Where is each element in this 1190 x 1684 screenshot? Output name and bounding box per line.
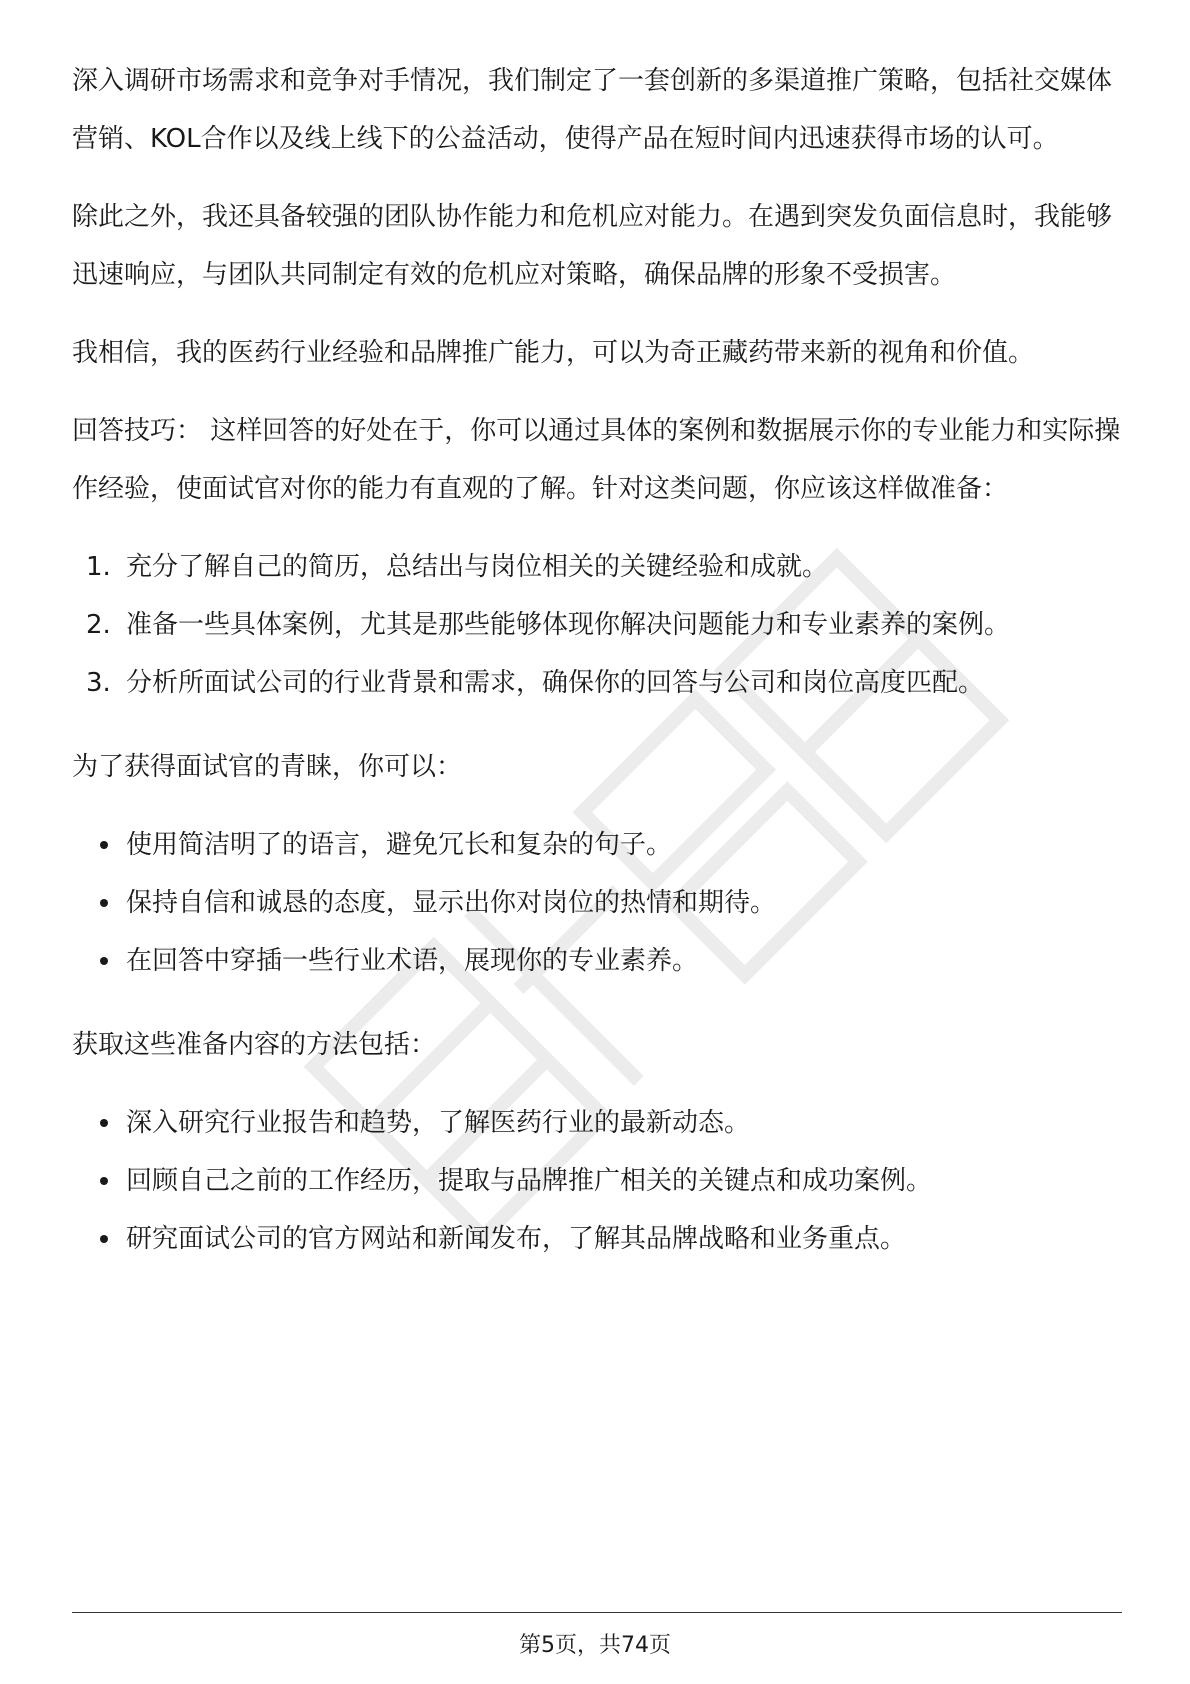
list-number: 1. [86, 552, 111, 582]
list-item-text: 研究面试公司的官方网站和新闻发布，了解其品牌战略和业务重点。 [126, 1224, 907, 1254]
section-intro-favor: 为了获得面试官的青睐，你可以： [72, 752, 463, 782]
bullet-icon [100, 1119, 108, 1127]
footer-divider [72, 1612, 1122, 1613]
bullet-icon [100, 1177, 108, 1185]
list-item [72, 816, 1122, 874]
bullet-icon [100, 1235, 108, 1243]
list-item [72, 1210, 1122, 1268]
list-item-text: 回顾自己之前的工作经历，提取与品牌推广相关的关键点和成功案例。 [126, 1166, 933, 1196]
document-body [72, 52, 1122, 1294]
list-number: 2. [86, 610, 111, 640]
list-item-text: 使用简洁明了的语言，避免冗长和复杂的句子。 [126, 830, 673, 860]
list-item [72, 538, 1122, 596]
list-item [72, 874, 1122, 932]
paragraph-answer-tips: 回答技巧： 这样回答的好处在于，你可以通过具体的案例和数据展示你的专业能力和实际操作经验，使面试官对你的能力有直观的了解。针对这类问题，你应该这样做准备： [72, 416, 1121, 504]
paragraph-strategy: 深入调研市场需求和竞争对手情况，我们制定了一套创新的多渠道推广策略，包括社交媒体营销、KOL合作以及线上线下的公益活动，使得产品在短时间内迅速获得市场的认可。 [72, 66, 1113, 154]
list-item-text: 在回答中穿插一些行业术语，展现你的专业素养。 [126, 946, 699, 976]
section-intro-methods: 获取这些准备内容的方法包括： [72, 1030, 437, 1060]
list-item-text: 充分了解自己的简历，总结出与岗位相关的关键经验和成就。 [126, 552, 829, 582]
list-item [72, 932, 1122, 990]
list-number: 3. [86, 668, 111, 698]
bullet-icon [100, 899, 108, 907]
list-item-text: 准备一些具体案例，尤其是那些能够体现你解决问题能力和专业素养的案例。 [126, 610, 1011, 640]
list-item [72, 596, 1122, 654]
list-item [72, 1152, 1122, 1210]
methods-bullet-list [72, 1094, 1122, 1268]
favor-bullet-list [72, 816, 1122, 990]
list-item [72, 654, 1122, 712]
bullet-icon [100, 841, 108, 849]
page-number: 第5页，共74页 [519, 1633, 671, 1658]
list-item-text: 深入研究行业报告和趋势，了解医药行业的最新动态。 [126, 1108, 751, 1138]
list-item-text: 分析所面试公司的行业背景和需求，确保你的回答与公司和岗位高度匹配。 [126, 668, 985, 698]
paragraph-teamwork: 除此之外，我还具备较强的团队协作能力和危机应对能力。在遇到突发负面信息时，我能够迅速响应，与团队共同制定有效的危机应对策略，确保品牌的形象不受损害。 [72, 202, 1113, 290]
list-item [72, 1094, 1122, 1152]
bullet-icon [100, 957, 108, 965]
paragraph-belief: 我相信，我的医药行业经验和品牌推广能力，可以为奇正藏药带来新的视角和价值。 [72, 338, 1035, 368]
preparation-numbered-list [72, 538, 1122, 712]
list-item-text: 保持自信和诚恳的态度，显示出你对岗位的热情和期待。 [126, 888, 777, 918]
